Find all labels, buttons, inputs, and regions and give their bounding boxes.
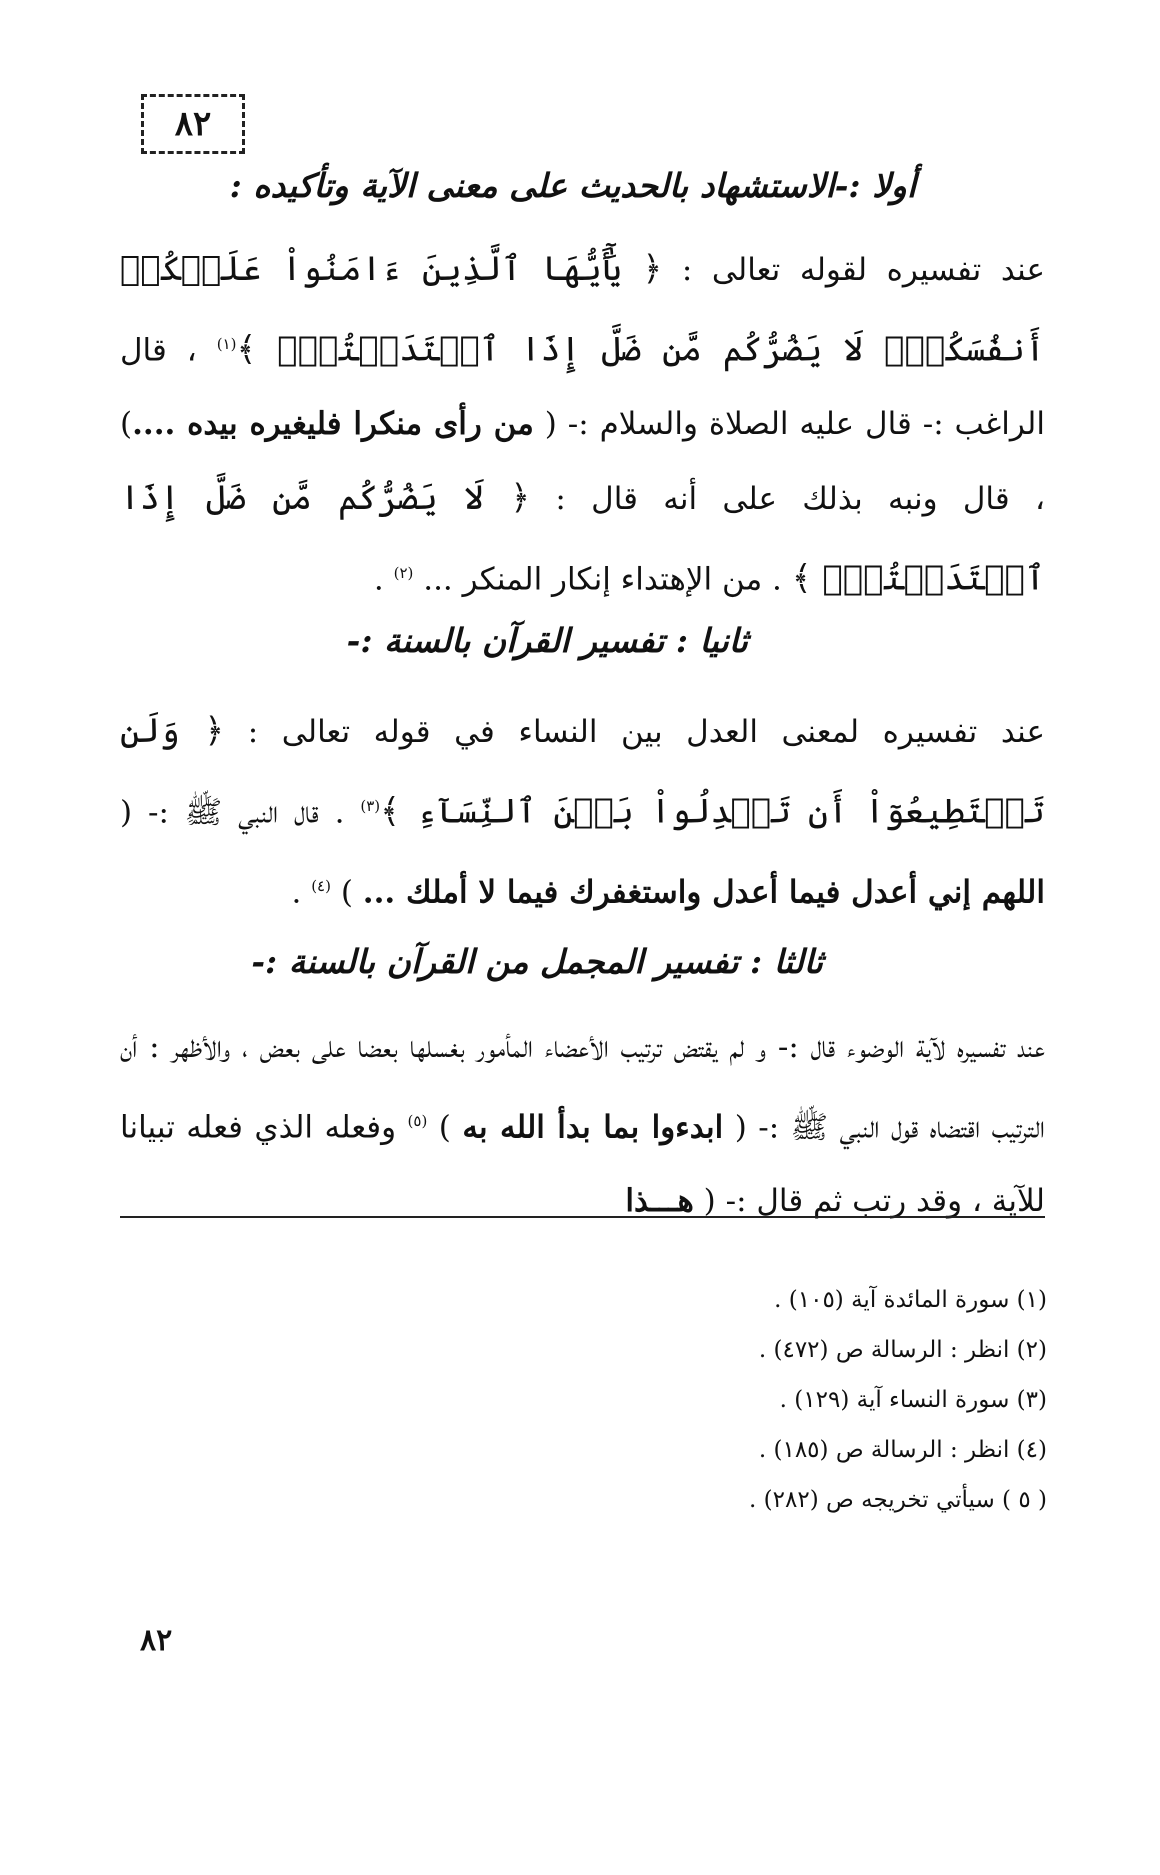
paragraph-text: ) xyxy=(330,874,363,911)
hadith-text: ابدءوا بما بدأ الله به xyxy=(462,1109,724,1146)
footnote-separator xyxy=(120,1216,1045,1218)
quran-verse: ﴿ يَٰٓأَيُّهَا ٱلَّذِينَ ءَامَنُواْ عَلَيۡكُمۡ أَنفُسَكُمۡۖ لَا يَضُرُّكُم مَّن ضَلَّ إِذَا ٱهۡتَدَيۡتُمۡۚ ﴾ xyxy=(120,249,1045,370)
section-2-heading: ثانيا : تفسير القرآن بالسنة :- xyxy=(346,621,748,660)
footnote-2: (٢) انظر : الرسالة ص (٤٧٢) . xyxy=(758,1337,1047,1363)
footnote-4: (٤) انظر : الرسالة ص (١٨٥) . xyxy=(758,1437,1047,1463)
section-1-heading: أولا :-الاستشهاد بالحديث على معنى الآية وتأكيده : xyxy=(229,166,916,205)
section-2-paragraph xyxy=(120,694,1045,930)
paragraph-text: . قال النبي ﷺ :- ( xyxy=(120,794,361,831)
paragraph-text: . من الإهتداء إنكار المنكر ... xyxy=(413,561,792,598)
quran-verse: ﴿ لَا يَضُرُّكُم مَّن ضَلَّ إِذَا ٱهۡتَدَيۡتُمۡۚ ﴾ xyxy=(120,478,1045,599)
footnote-ref: (٥) xyxy=(407,1112,428,1130)
paragraph-text: . xyxy=(373,561,394,598)
footnote-5: ( ٥ ) سيأتي تخريجه ص (٢٨٢) . xyxy=(749,1487,1047,1513)
footnote-ref: (١) xyxy=(216,335,237,353)
footnote-1: (١) سورة المائدة آية (١٠٥) . xyxy=(774,1287,1047,1313)
quran-verse: ﴿ وَلَن تَسۡتَطِيعُوٓاْ أَن تَعۡدِلُواْ بَيۡنَ ٱلنِّسَآءِ ﴾ xyxy=(120,711,1045,832)
footnote-3: (٣) سورة النساء آية (١٢٩) . xyxy=(779,1387,1047,1413)
footnotes xyxy=(749,1275,1047,1525)
hadith-text: اللهم إني أعدل فيما أعدل واستغفرك فيما لا أملك ... xyxy=(362,874,1045,911)
page-number-top: ٨٢ xyxy=(174,104,212,144)
paragraph-text: . xyxy=(291,874,312,911)
paragraph-text: ) ، قال ونبه بذلك على أنه قال : xyxy=(120,406,1045,518)
footnote-ref: (٣) xyxy=(360,797,381,815)
page-number-bottom: ٨٢ xyxy=(140,1623,173,1658)
paragraph-text: ، قال الراغب :- قال عليه الصلاة والسلام :- ( xyxy=(120,332,1045,443)
footnote-ref: (٤) xyxy=(311,877,331,896)
section-1-body xyxy=(120,232,1045,617)
hadith-text: هـــذا xyxy=(625,1183,694,1220)
page-number-box xyxy=(141,94,245,154)
section-1-paragraph xyxy=(120,232,1045,617)
paragraph-text: وفعله الذي فعله تبيانا للآية ، وقد رتب ثم قال :- ( xyxy=(120,1109,1045,1220)
section-3-heading: ثالثا : تفسير المجمل من القرآن بالسنة :- xyxy=(251,942,823,981)
paragraph-text: ) xyxy=(427,1109,463,1146)
footnote-ref: (٢) xyxy=(393,564,414,583)
hadith-text: من رأى منكرا فليغيره بيده .... xyxy=(132,406,534,443)
section-3-body xyxy=(120,1010,1045,1238)
paragraph-text: عند تفسيره لآية الوضوء قال :- و لم يقتض ترتيب الأعضاء المأمور بغسلها بعضا على بعض ، والأظهر : أن الترتيب اقتضاه قول النبي ﷺ :- ( xyxy=(120,1029,1045,1146)
section-3-paragraph xyxy=(120,1010,1045,1238)
paragraph-text: عند تفسيره لقوله تعالى : xyxy=(662,252,1045,288)
section-2-body xyxy=(120,694,1045,930)
paragraph-text: عند تفسيره لمعنى العدل بين النساء في قوله تعالى : xyxy=(224,714,1045,750)
